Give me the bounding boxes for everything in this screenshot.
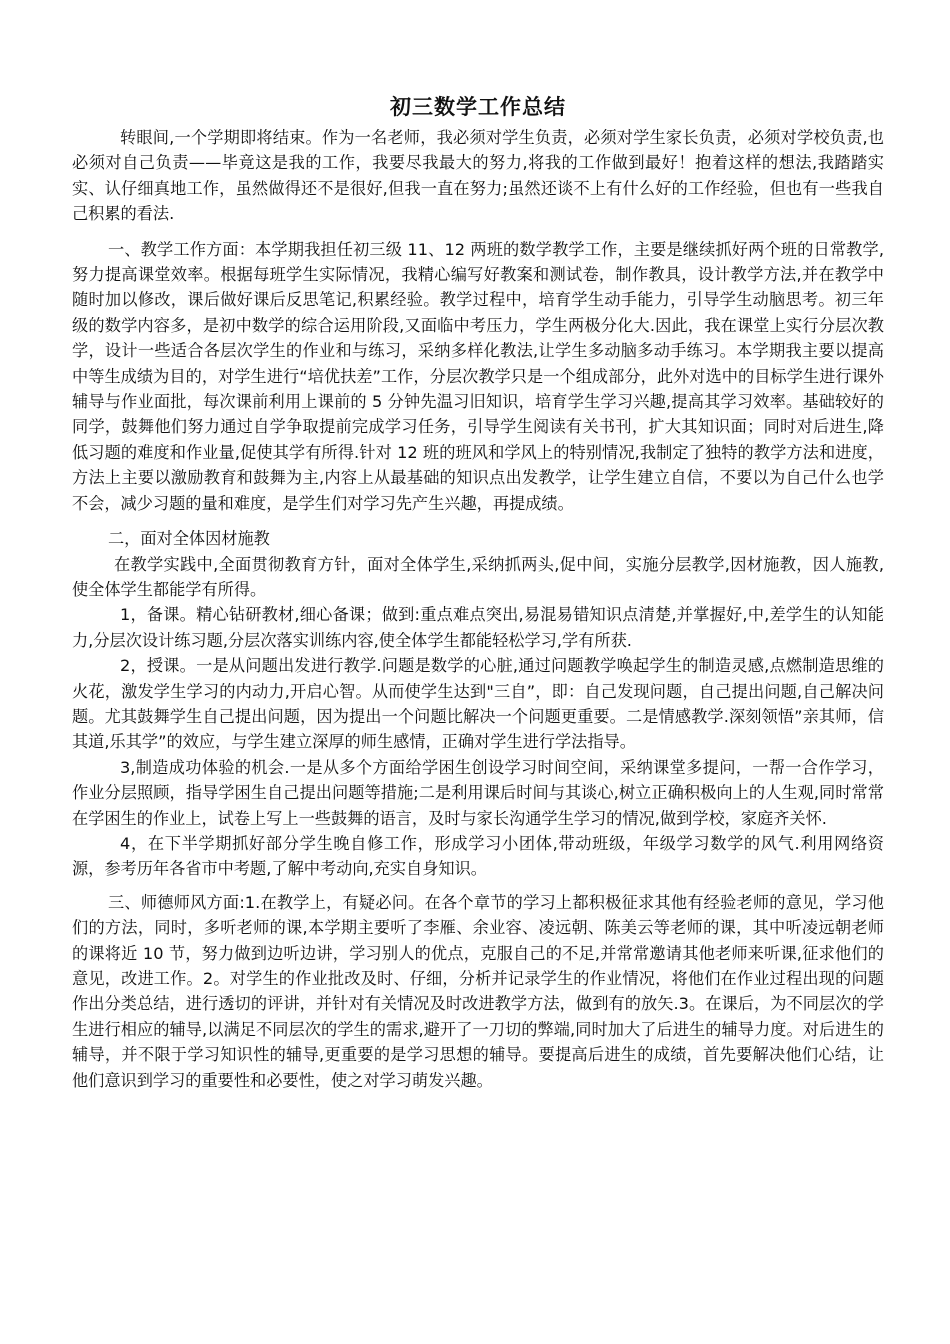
section-2-item-3: 3,制造成功体验的机会.一是从多个方面给学困生创设学习时间空间，采纳课堂多提问，一帮一合作学习，作业分层照顾，指导学困生自己提出问题等措施;二是利用课后时间与其谈心,树立正确积极向上的人生观,同时常常在学困生的作业上，试卷上写上一些鼓舞的语言，及时与家长沟通学生学习的情况,做到学校，家庭齐关怀.: [72, 757, 884, 828]
document-title: 初三数学工作总结: [390, 95, 566, 119]
section-1-paragraph: 一、教学工作方面：本学期我担任初三级 11、12 两班的数学教学工作，主要是继续抓好两个班的日常教学,努力提高课堂效率。根据每班学生实际情况，我精心编写好教案和测试卷，制作教具，设计教学方法,并在教学中随时加以修改，课后做好课后反思笔记,积累经验。教学过程中，培育学生动手能力，引导学生动脑思考。初三年级的数学内容多，是初中数学的综合运用阶段,又面临中考压力，学生两极分化大.因此，我在课堂上实行分层次教学，设计一些适合各层次学生的作业和与练习，采纳多样化教法,让学生多动脑多动手练习。本学期我主要以提高中等生成绩为目的，对学生进行“培优扶差”工作，分层次教学只是一个组成部分，此外对选中的目标学生进行课外辅导与作业面批，每次课前利用上课前的 5 分钟先温习旧知识，培育学生学习兴趣,提高其学习效率。基础较好的同学，鼓舞他们努力通过自学争取提前完成学习任务，引导学生阅读有关书刊，扩大其知识面；同时对后进生,降低习题的难度和作业量,促使其学有所得.针对 12 班的班风和学风上的特别情况,我制定了独特的教学方法和进度，方法上主要以激励教育和鼓舞为主,内容上从最基础的知识点出发教学，让学生建立自信，不要以为自己什么也学不会，减少习题的量和难度，是学生们对学习先产生兴趣，再提成绩。: [72, 239, 884, 513]
section-3-paragraph: 三、师德师风方面:1.在教学上，有疑必问。在各个章节的学习上都积极征求其他有经验老师的意见，学习他们的方法，同时，多听老师的课,本学期主要听了李雁、余业容、凌远朝、陈美云等老师的课，其中听凌远朝老师的课将近 10 节，努力做到边听边讲，学习别人的优点，克服自己的不足,并常常邀请其他老师来听课,征求他们的意见，改进工作。2。对学生的作业批改及时、仔细，分析并记录学生的作业情况，将他们在作业过程出现的问题作出分类总结，进行透切的评讲，并针对有关情况及时改进教学方法，做到有的放矢.3。在课后，为不同层次的学生进行相应的辅导,以满足不同层次的学生的需求,避开了一刀切的弊端,同时加大了后进生的辅导力度。对后进生的辅导，并不限于学习知识性的辅导,更重要的是学习思想的辅导。要提高后进生的成绩，首先要解决他们心结，让他们意识到学习的重要性和必要性，使之对学习萌发兴趣。: [72, 892, 884, 1090]
section-2-item-2: 2，授课。一是从问题出发进行教学.问题是数学的心脏,通过问题教学唤起学生的制造灵感,点燃制造思维的火花，激发学生学习的内动力,开启心智。从而使学生达到"三自”，即：自己发现问题，自己提出问题,自己解决问题。尤其鼓舞学生自己提出问题，因为提出一个问题比解决一个问题更重要。二是情感教学.深刻领悟”亲其师，信其道,乐其学”的效应，与学生建立深厚的师生感情，正确对学生进行学法指导。: [72, 656, 884, 752]
intro-paragraph: 转眼间,一个学期即将结束。作为一名老师，我必须对学生负责，必须对学生家长负责，必须对学校负责,也必须对自己负责——毕竟这是我的工作，我要尽我最大的努力,将我的工作做到最好！抱着这样的想法,我踏踏实实、认仔细真地工作，虽然做得还不是很好,但我一直在努力;虽然还谈不上有什么好的工作经验，但也有一些我自己积累的看法.: [72, 128, 884, 224]
section-2-item-1: 1，备课。精心钻研教材,细心备课；做到:重点难点突出,易混易错知识点清楚,并掌握好,中,差学生的认知能力,分层次设计练习题,分层次落实训练内容,使全体学生都能轻松学习,学有所获.: [72, 605, 884, 650]
section-2-item-4: 4，在下半学期抓好部分学生晚自修工作，形成学习小团体,带动班级，年级学习数学的风气.利用网络资源，参考历年各省市中考题,了解中考动向,充实自身知识。: [72, 833, 884, 879]
section-2-intro: 在教学实践中,全面贯彻教育方针，面对全体学生,采纳抓两头,促中间，实施分层教学,因材施教，因人施教,使全体学生都能学有所得。: [72, 554, 884, 599]
document-page: [72, 92, 884, 1093]
section-2-heading: 二，面对全体因材施教: [108, 529, 270, 549]
